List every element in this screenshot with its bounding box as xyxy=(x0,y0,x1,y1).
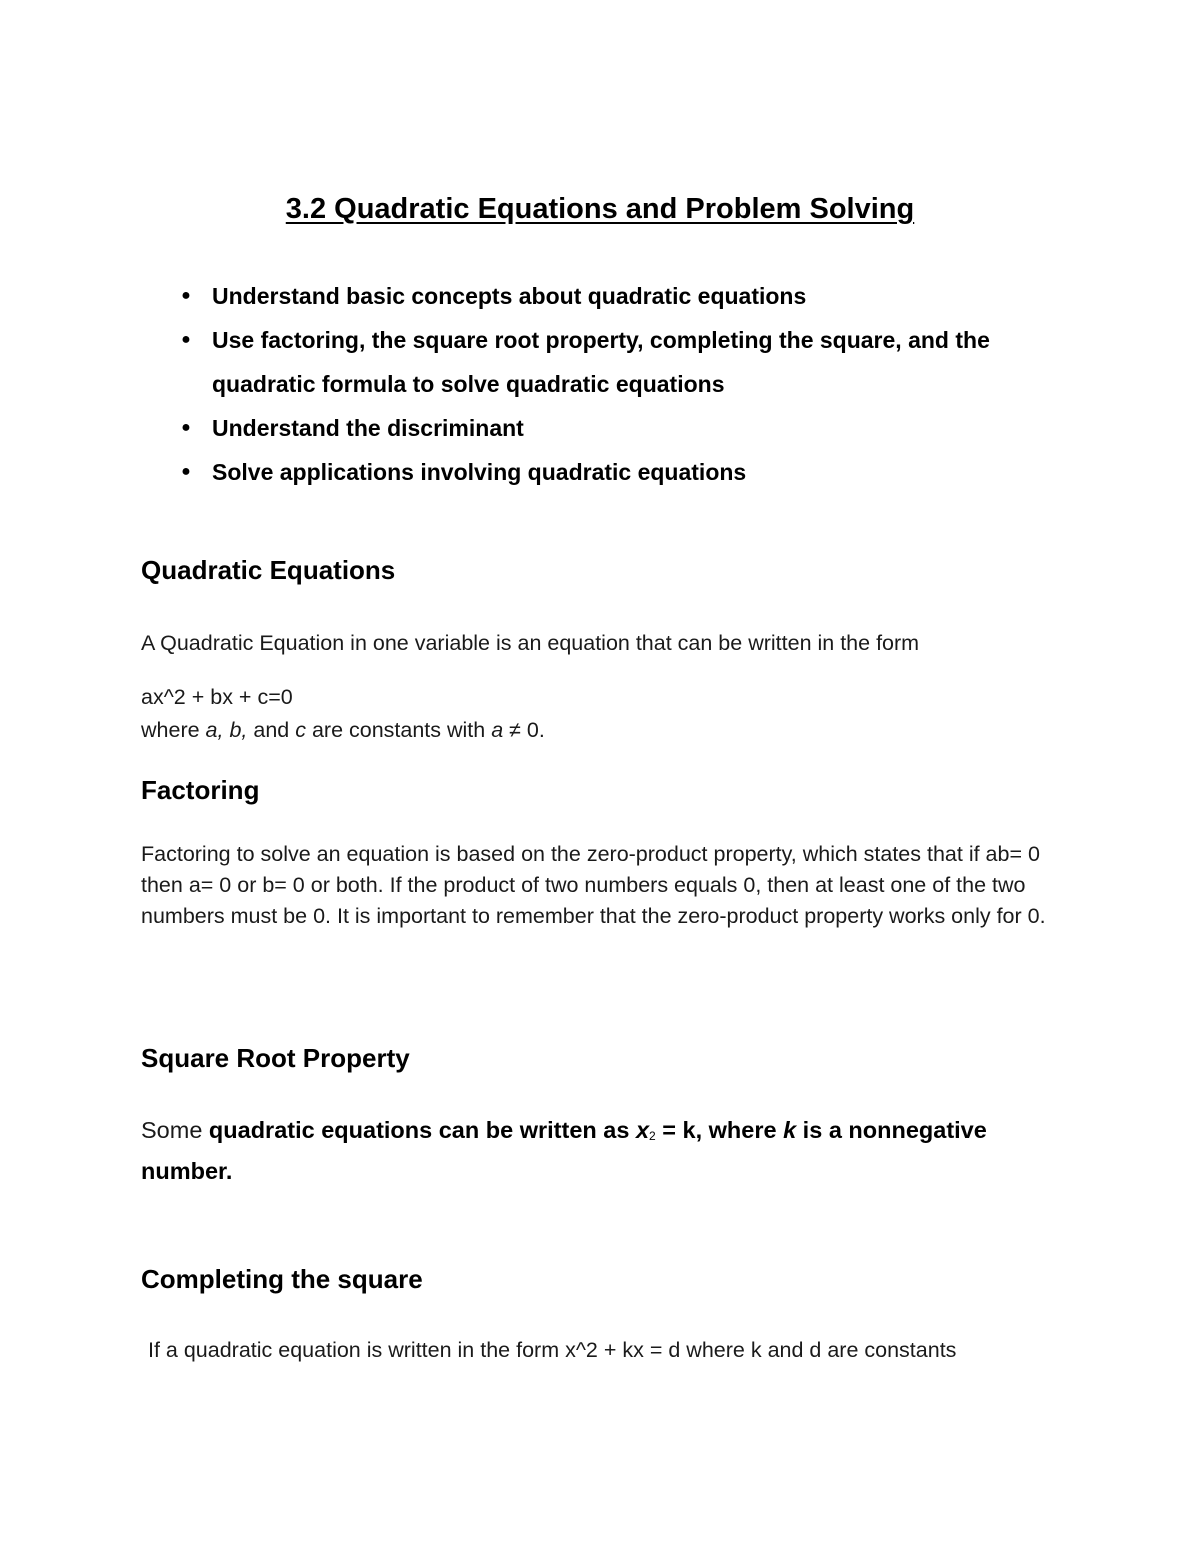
section-heading-completing-the-square: Completing the square xyxy=(141,1264,423,1294)
factoring-paragraph: Factoring to solve an equation is based on the zero-product property, which states that if ab= 0 then a= 0 or b= 0 or both. If the product of two numbers equals 0, then at least one of the two numbers must be 0. It is important to remember that the zero-product property works only for 0. xyxy=(141,842,1046,928)
objectives-list xyxy=(176,274,1056,494)
bullet-icon: ● xyxy=(181,331,191,348)
where-prefix: where xyxy=(141,718,206,742)
bullet-icon: ● xyxy=(181,287,191,304)
var-k: k xyxy=(783,1117,797,1143)
sr-part-2: = k, where xyxy=(655,1117,784,1143)
section-heading-quadratic-equations: Quadratic Equations xyxy=(141,555,396,585)
var-a-2: a xyxy=(491,718,504,742)
and-word: and xyxy=(247,718,296,742)
sr-part-1: quadratic equations can be written as xyxy=(208,1117,636,1143)
list-item xyxy=(176,274,1056,318)
var-x: x xyxy=(635,1117,650,1143)
objective-text: Understand the discriminant xyxy=(212,415,524,441)
document-title: 3.2 Quadratic Equations and Problem Solving xyxy=(285,193,915,225)
bullet-icon: ● xyxy=(181,463,191,480)
section-heading-factoring: Factoring xyxy=(141,775,260,805)
constants-text: are constants with xyxy=(305,718,492,742)
definition-text: A Quadratic Equation in one variable is an equation that can be written in the form xyxy=(141,631,920,655)
objective-text: Understand basic concepts about quadratic equations xyxy=(212,283,807,309)
objective-text: Use factoring, the square root property, completing the square, and the quadratic formula to solve quadratic equations xyxy=(212,327,990,397)
section-heading-square-root-property: Square Root Property xyxy=(141,1043,410,1073)
var-c: c xyxy=(295,718,306,742)
square-root-paragraph xyxy=(141,1113,1041,1189)
neq-text: ≠ 0. xyxy=(503,718,545,742)
subscript-2: 2 xyxy=(649,1129,656,1143)
var-a: a, xyxy=(205,718,224,742)
objective-text: Solve applications involving quadratic equations xyxy=(212,459,747,485)
sr-part-3: is a nonnegative number. xyxy=(141,1117,987,1184)
var-b: b, xyxy=(229,718,248,742)
list-item xyxy=(176,450,1056,494)
completing-square-text: If a quadratic equation is written in the form x^2 + kx = d where k and d are constants xyxy=(148,1338,957,1362)
some-word: Some xyxy=(141,1117,209,1143)
list-item xyxy=(176,406,1056,450)
where-line xyxy=(141,718,545,743)
bullet-icon: ● xyxy=(181,419,191,436)
formula-text: ax^2 + bx + c=0 xyxy=(141,685,293,709)
list-item xyxy=(176,318,1056,406)
